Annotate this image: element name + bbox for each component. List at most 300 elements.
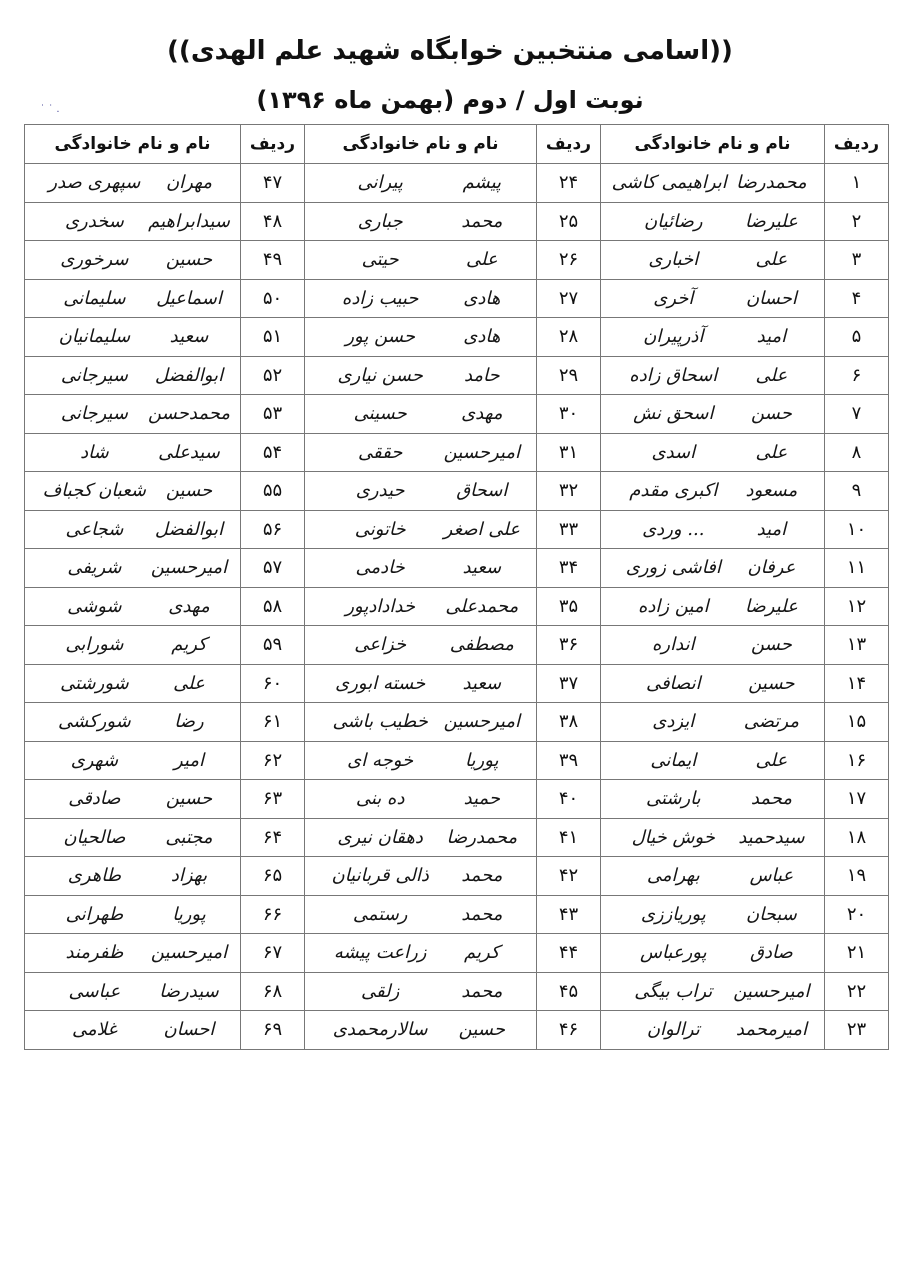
- full-name-cell: [305, 318, 537, 357]
- surname-handwritten: حبیب زاده: [341, 287, 419, 309]
- first-name-handwritten: امیرحسین: [733, 980, 810, 1002]
- first-name-handwritten: کریم: [171, 634, 207, 656]
- row-number-cell: ۴۷: [241, 164, 305, 203]
- table-row: [25, 1011, 889, 1050]
- surname-handwritten: سپهری صدر: [48, 172, 141, 194]
- row-number-cell: ۲۶: [537, 241, 601, 280]
- full-name-cell: [25, 587, 241, 626]
- full-name-cell: [305, 664, 537, 703]
- surname-handwritten: خطیب باشی: [332, 711, 428, 733]
- first-name-handwritten: حسین: [458, 1019, 505, 1041]
- surname-handwritten: خزاعی: [354, 634, 407, 656]
- first-name-handwritten: ابوالفضل: [154, 364, 224, 386]
- full-name-cell: [601, 318, 825, 357]
- surname-handwritten: جباری: [357, 210, 403, 232]
- table-row: [25, 857, 889, 896]
- table-row: [25, 741, 889, 780]
- document-subtitle: نوبت اول / دوم (بهمن ماه ۱۳۹۶): [256, 86, 644, 114]
- row-number-cell: ۶: [825, 356, 889, 395]
- row-number-cell: ۶۹: [241, 1011, 305, 1050]
- row-number-cell: ۱۶: [825, 741, 889, 780]
- first-name-handwritten: امیرحسین: [443, 711, 520, 733]
- first-name-handwritten: احسان: [163, 1019, 215, 1041]
- full-name-cell: [601, 472, 825, 511]
- table-row: [25, 664, 889, 703]
- table-row: [25, 164, 889, 203]
- first-name-handwritten: مهران: [165, 172, 213, 194]
- full-name-cell: [305, 895, 537, 934]
- surname-handwritten: حسن پور: [345, 326, 415, 348]
- first-name-handwritten: محمد: [461, 903, 503, 925]
- full-name-cell: [601, 433, 825, 472]
- full-name-cell: [25, 318, 241, 357]
- surname-handwritten: آخری: [653, 287, 694, 309]
- row-number-cell: ۱۸: [825, 818, 889, 857]
- first-name-handwritten: علی: [755, 249, 788, 271]
- row-number-cell: ۳۱: [537, 433, 601, 472]
- surname-handwritten: انصافی: [645, 672, 701, 694]
- first-name-handwritten: حسین: [165, 480, 213, 502]
- first-name-handwritten: امیر: [173, 749, 204, 771]
- row-number-cell: ۲۷: [537, 279, 601, 318]
- row-number-cell: ۶۰: [241, 664, 305, 703]
- surname-handwritten: تراب بیگی: [634, 980, 713, 1002]
- table-row: [25, 279, 889, 318]
- row-number-cell: ۱۳: [825, 626, 889, 665]
- document-title: ((اسامی منتخبین خوابگاه شهید علم الهدی)): [167, 36, 733, 66]
- row-number-cell: ۳۰: [537, 395, 601, 434]
- table-row: [25, 472, 889, 511]
- surname-handwritten: حیدری: [355, 480, 405, 502]
- full-name-cell: [601, 703, 825, 742]
- row-number-cell: ۵۹: [241, 626, 305, 665]
- first-name-handwritten: اسحاق: [456, 480, 508, 502]
- first-name-handwritten: علی: [755, 749, 788, 771]
- surname-handwritten: پورعباس: [639, 942, 707, 964]
- surname-handwritten: شورشتی: [60, 672, 129, 694]
- row-number-cell: ۳۲: [537, 472, 601, 511]
- surname-handwritten: حسینی: [353, 403, 407, 425]
- table-row: [25, 626, 889, 665]
- row-number-cell: ۵: [825, 318, 889, 357]
- row-number-cell: ۳۹: [537, 741, 601, 780]
- row-number-cell: ۶۲: [241, 741, 305, 780]
- first-name-handwritten: ابوالفضل: [154, 518, 224, 540]
- surname-handwritten: سلیمانیان: [58, 326, 131, 348]
- row-number-cell: ۵۶: [241, 510, 305, 549]
- first-name-handwritten: علی: [755, 441, 788, 463]
- row-number-cell: ۱۲: [825, 587, 889, 626]
- row-number-cell: ۳۸: [537, 703, 601, 742]
- surname-handwritten: سلیمانی: [63, 287, 126, 309]
- full-name-cell: [305, 472, 537, 511]
- surname-handwritten: سخدری: [64, 210, 124, 232]
- row-number-cell: ۴۲: [537, 857, 601, 896]
- row-number-cell: ۲۸: [537, 318, 601, 357]
- first-name-handwritten: عرفان: [747, 557, 796, 579]
- surname-handwritten: افاشی زوری: [625, 557, 721, 579]
- table-row: [25, 510, 889, 549]
- first-name-handwritten: حسین: [165, 249, 213, 271]
- row-number-cell: ۱۱: [825, 549, 889, 588]
- full-name-cell: [305, 626, 537, 665]
- full-name-cell: [601, 972, 825, 1011]
- full-name-cell: [25, 164, 241, 203]
- full-name-cell: [305, 433, 537, 472]
- table-row: [25, 202, 889, 241]
- row-number-cell: ۲: [825, 202, 889, 241]
- full-name-cell: [601, 1011, 825, 1050]
- row-number-cell: ۵۴: [241, 433, 305, 472]
- surname-handwritten: شاد: [80, 441, 109, 463]
- surname-handwritten: شوشی: [67, 595, 122, 617]
- table-row: [25, 972, 889, 1011]
- first-name-handwritten: علیرضا: [744, 595, 798, 617]
- surname-handwritten: زراعت پیشه: [333, 942, 427, 964]
- row-number-cell: ۴۸: [241, 202, 305, 241]
- first-name-handwritten: سیدعلی: [158, 441, 220, 463]
- full-name-cell: [25, 510, 241, 549]
- first-name-handwritten: پوریا: [465, 749, 499, 771]
- surname-handwritten: اسدی: [651, 441, 696, 463]
- first-name-handwritten: احسان: [745, 287, 797, 309]
- surname-handwritten: پوریاززی: [640, 903, 706, 925]
- row-number-cell: ۶۷: [241, 934, 305, 973]
- surname-handwritten: صالحیان: [63, 826, 126, 848]
- full-name-cell: [305, 395, 537, 434]
- table-row: [25, 241, 889, 280]
- first-name-handwritten: سعید: [169, 326, 209, 348]
- table-row: [25, 703, 889, 742]
- row-number-cell: ۳۳: [537, 510, 601, 549]
- full-name-cell: [601, 780, 825, 819]
- full-name-cell: [601, 895, 825, 934]
- surname-handwritten: اخباری: [648, 249, 699, 271]
- roster-body: [25, 164, 889, 1050]
- row-number-cell: ۳۵: [537, 587, 601, 626]
- surname-handwritten: خاتونی: [354, 518, 406, 540]
- first-name-handwritten: پوریا: [172, 903, 206, 925]
- first-name-handwritten: مهدی: [461, 403, 503, 425]
- row-number-cell: ۱: [825, 164, 889, 203]
- row-number-cell: ۲۹: [537, 356, 601, 395]
- first-name-handwritten: حسین: [165, 788, 213, 810]
- row-number-cell: ۷: [825, 395, 889, 434]
- full-name-cell: [305, 510, 537, 549]
- first-name-handwritten: پیشم: [462, 172, 502, 194]
- full-name-cell: [601, 818, 825, 857]
- table-header-row: [25, 125, 889, 164]
- full-name-cell: [601, 202, 825, 241]
- row-number-cell: ۶۶: [241, 895, 305, 934]
- surname-handwritten: سیرجانی: [60, 403, 128, 425]
- first-name-handwritten: حسن: [750, 403, 792, 425]
- surname-handwritten: ده بنی: [355, 788, 405, 810]
- surname-handwritten: طهرانی: [65, 903, 124, 925]
- row-number-cell: ۴۶: [537, 1011, 601, 1050]
- surname-handwritten: صادقی: [68, 788, 121, 810]
- surname-handwritten: بهرامی: [646, 865, 700, 887]
- full-name-cell: [25, 395, 241, 434]
- surname-handwritten: اسحق نش: [633, 403, 714, 425]
- header-row-number: ردیف: [537, 125, 601, 164]
- first-name-handwritten: سیدحمید: [738, 826, 805, 848]
- first-name-handwritten: محمد: [750, 788, 792, 810]
- full-name-cell: [305, 587, 537, 626]
- table-row: [25, 895, 889, 934]
- full-name-cell: [25, 626, 241, 665]
- first-name-handwritten: حسن: [750, 634, 792, 656]
- first-name-handwritten: امید: [756, 518, 787, 540]
- surname-handwritten: ایزدی: [652, 711, 695, 733]
- surname-handwritten: شهری: [70, 749, 119, 771]
- full-name-cell: [25, 818, 241, 857]
- surname-handwritten: طاهری: [67, 865, 122, 887]
- header-row-number: ردیف: [825, 125, 889, 164]
- row-number-cell: ۴۰: [537, 780, 601, 819]
- first-name-handwritten: محمدعلی: [445, 595, 519, 617]
- full-name-cell: [25, 972, 241, 1011]
- full-name-cell: [25, 857, 241, 896]
- first-name-handwritten: امیرحسین: [443, 441, 520, 463]
- surname-handwritten: حققی: [358, 441, 403, 463]
- surname-handwritten: خسته ابوری: [335, 672, 426, 694]
- surname-handwritten: شورکشی: [58, 711, 131, 733]
- full-name-cell: [601, 241, 825, 280]
- row-number-cell: ۶۱: [241, 703, 305, 742]
- full-name-cell: [601, 395, 825, 434]
- row-number-cell: ۳۶: [537, 626, 601, 665]
- surname-handwritten: اسحاق زاده: [629, 364, 718, 386]
- full-name-cell: [25, 895, 241, 934]
- first-name-handwritten: علی: [173, 672, 205, 694]
- full-name-cell: [601, 279, 825, 318]
- first-name-handwritten: علی: [755, 364, 788, 386]
- table-row: [25, 395, 889, 434]
- full-name-cell: [305, 549, 537, 588]
- full-name-cell: [25, 279, 241, 318]
- full-name-cell: [305, 241, 537, 280]
- table-row: [25, 549, 889, 588]
- row-number-cell: ۵۸: [241, 587, 305, 626]
- table-row: [25, 818, 889, 857]
- table-row: [25, 318, 889, 357]
- first-name-handwritten: سعید: [462, 672, 502, 694]
- full-name-cell: [601, 857, 825, 896]
- first-name-handwritten: مصطفی: [449, 634, 514, 656]
- first-name-handwritten: امیرمحمد: [735, 1019, 807, 1041]
- surname-handwritten: سرخوری: [60, 249, 129, 271]
- surname-handwritten: ظفرمند: [65, 942, 124, 964]
- roster-table: [24, 124, 889, 1050]
- header-full-name: نام و نام خانوادگی: [25, 125, 241, 164]
- full-name-cell: [25, 433, 241, 472]
- row-number-cell: ۴۵: [537, 972, 601, 1011]
- first-name-handwritten: بهزاد: [170, 865, 208, 887]
- row-number-cell: ۲۱: [825, 934, 889, 973]
- surname-handwritten: انداره: [652, 634, 695, 656]
- first-name-handwritten: محمدرضا: [446, 826, 518, 848]
- surname-handwritten: خادمی: [355, 557, 405, 579]
- row-number-cell: ۴۴: [537, 934, 601, 973]
- row-number-cell: ۵۳: [241, 395, 305, 434]
- first-name-handwritten: علیرضا: [744, 210, 798, 232]
- full-name-cell: [305, 741, 537, 780]
- header-row-number: ردیف: [241, 125, 305, 164]
- first-name-handwritten: علی: [465, 249, 498, 271]
- full-name-cell: [601, 356, 825, 395]
- surname-handwritten: ابراهیمی کاشی: [611, 172, 727, 194]
- first-name-handwritten: محمدحسن: [147, 403, 230, 425]
- full-name-cell: [305, 279, 537, 318]
- row-number-cell: ۳: [825, 241, 889, 280]
- full-name-cell: [601, 164, 825, 203]
- first-name-handwritten: مسعود: [745, 480, 798, 502]
- first-name-handwritten: محمدرضا: [736, 172, 807, 194]
- row-number-cell: ۲۳: [825, 1011, 889, 1050]
- first-name-handwritten: محمد: [461, 865, 503, 887]
- surname-handwritten: دهقان نیری: [337, 826, 423, 848]
- first-name-handwritten: عباس: [749, 865, 794, 887]
- table-row: [25, 356, 889, 395]
- surname-handwritten: شجاعی: [65, 518, 124, 540]
- first-name-handwritten: رضا: [174, 711, 204, 733]
- surname-handwritten: حیتی: [361, 249, 399, 271]
- full-name-cell: [25, 472, 241, 511]
- row-number-cell: ۵۰: [241, 279, 305, 318]
- first-name-handwritten: امید: [756, 326, 787, 348]
- first-name-handwritten: مهدی: [168, 595, 210, 617]
- surname-handwritten: شعبان کجباف: [42, 480, 146, 502]
- full-name-cell: [305, 356, 537, 395]
- first-name-handwritten: سعید: [462, 557, 502, 579]
- row-number-cell: ۵۵: [241, 472, 305, 511]
- row-number-cell: ۵۲: [241, 356, 305, 395]
- first-name-handwritten: حمید: [463, 788, 501, 810]
- table-row: [25, 934, 889, 973]
- row-number-cell: ۴۳: [537, 895, 601, 934]
- row-number-cell: ۵۱: [241, 318, 305, 357]
- full-name-cell: [601, 934, 825, 973]
- full-name-cell: [601, 741, 825, 780]
- row-number-cell: ۱۰: [825, 510, 889, 549]
- surname-handwritten: ذالی قربانیان: [331, 865, 429, 887]
- row-number-cell: ۵۷: [241, 549, 305, 588]
- full-name-cell: [305, 164, 537, 203]
- full-name-cell: [25, 780, 241, 819]
- row-number-cell: ۴۱: [537, 818, 601, 857]
- surname-handwritten: حسن نیاری: [337, 364, 423, 386]
- full-name-cell: [305, 972, 537, 1011]
- row-number-cell: ۸: [825, 433, 889, 472]
- full-name-cell: [305, 1011, 537, 1050]
- row-number-cell: ۴: [825, 279, 889, 318]
- full-name-cell: [305, 703, 537, 742]
- surname-handwritten: سالارمحمدی: [332, 1019, 428, 1041]
- table-row: [25, 433, 889, 472]
- row-number-cell: ۶۵: [241, 857, 305, 896]
- first-name-handwritten: هادی: [463, 326, 501, 348]
- full-name-cell: [25, 664, 241, 703]
- full-name-cell: [25, 202, 241, 241]
- first-name-handwritten: سبحان: [745, 903, 797, 925]
- row-number-cell: ۶۳: [241, 780, 305, 819]
- row-number-cell: ۶۸: [241, 972, 305, 1011]
- surname-handwritten: ایمانی: [650, 749, 697, 771]
- header-full-name: نام و نام خانوادگی: [601, 125, 825, 164]
- full-name-cell: [305, 818, 537, 857]
- full-name-cell: [601, 626, 825, 665]
- row-number-cell: ۳۷: [537, 664, 601, 703]
- surname-handwritten: عباسی: [68, 980, 121, 1002]
- first-name-handwritten: اسماعیل: [156, 287, 222, 309]
- row-number-cell: ۱۹: [825, 857, 889, 896]
- surname-handwritten: شریفی: [67, 557, 122, 579]
- header-full-name: نام و نام خانوادگی: [305, 125, 537, 164]
- full-name-cell: [25, 1011, 241, 1050]
- row-number-cell: ۶۴: [241, 818, 305, 857]
- surname-handwritten: غلامی: [72, 1019, 117, 1041]
- row-number-cell: ۱۴: [825, 664, 889, 703]
- full-name-cell: [25, 549, 241, 588]
- full-name-cell: [601, 549, 825, 588]
- first-name-handwritten: محمد: [461, 210, 503, 232]
- first-name-handwritten: سیدابراهیم: [148, 210, 230, 232]
- first-name-handwritten: کریم: [464, 942, 500, 964]
- full-name-cell: [601, 587, 825, 626]
- first-name-handwritten: حامد: [463, 364, 500, 386]
- first-name-handwritten: مجتبی: [165, 826, 213, 848]
- full-name-cell: [25, 241, 241, 280]
- row-number-cell: ۳۴: [537, 549, 601, 588]
- surname-handwritten: شورابی: [65, 634, 124, 656]
- surname-handwritten: ... وردی: [642, 518, 705, 540]
- surname-handwritten: سیرجانی: [60, 364, 128, 386]
- full-name-cell: [25, 934, 241, 973]
- first-name-handwritten: محمد: [461, 980, 503, 1002]
- row-number-cell: ۱۷: [825, 780, 889, 819]
- row-number-cell: ۴۹: [241, 241, 305, 280]
- row-number-cell: ۲۲: [825, 972, 889, 1011]
- full-name-cell: [305, 857, 537, 896]
- first-name-handwritten: هادی: [463, 287, 501, 309]
- surname-handwritten: آذرپیران: [643, 326, 704, 348]
- table-row: [25, 587, 889, 626]
- row-number-cell: ۲۰: [825, 895, 889, 934]
- surname-handwritten: ترالوان: [646, 1019, 700, 1041]
- surname-handwritten: خدادادپور: [345, 595, 415, 617]
- surname-handwritten: بارشتی: [645, 788, 701, 810]
- first-name-handwritten: حسین: [748, 672, 795, 694]
- row-number-cell: ۱۵: [825, 703, 889, 742]
- ink-specks-decoration: ˙ ˙ .: [40, 104, 60, 115]
- full-name-cell: [25, 356, 241, 395]
- surname-handwritten: اکبری مقدم: [629, 480, 718, 502]
- surname-handwritten: خوجه ای: [347, 749, 414, 771]
- full-name-cell: [25, 703, 241, 742]
- surname-handwritten: خوش خیال: [631, 826, 715, 848]
- first-name-handwritten: صادق: [750, 942, 793, 964]
- full-name-cell: [305, 934, 537, 973]
- surname-handwritten: پیرانی: [357, 172, 403, 194]
- surname-handwritten: امین زاده: [637, 595, 709, 617]
- surname-handwritten: رضائیان: [643, 210, 703, 232]
- surname-handwritten: رستمی: [352, 903, 408, 925]
- table-row: [25, 780, 889, 819]
- full-name-cell: [601, 510, 825, 549]
- first-name-handwritten: علی اصغر: [443, 518, 520, 540]
- first-name-handwritten: امیرحسین: [150, 942, 228, 964]
